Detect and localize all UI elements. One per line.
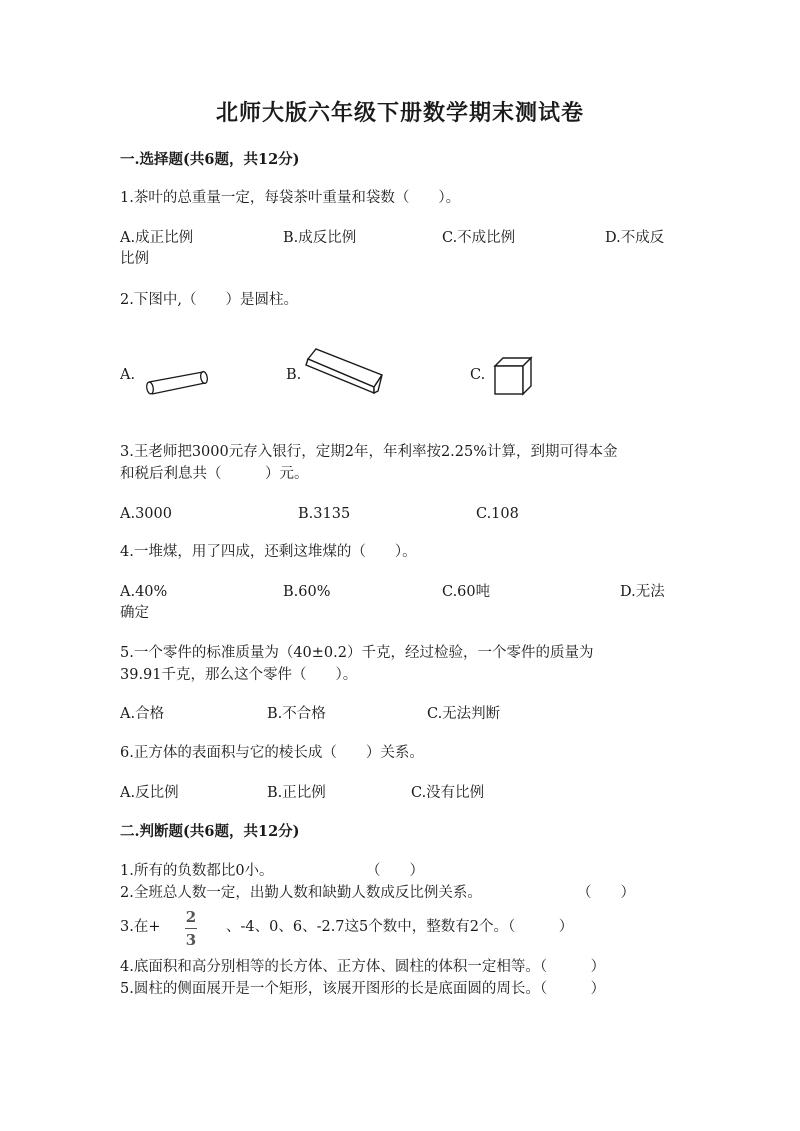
section-heading-judgment: 二.判断题(共6题，共12分)	[120, 823, 300, 840]
question-2-stem-text: 2.下图中,（ ）是圆柱。	[120, 292, 298, 308]
question-6-option-a: A.反比例	[120, 785, 179, 801]
question-4-option-d: D.无法	[620, 584, 665, 600]
question-3-option-a: A.3000	[120, 506, 172, 522]
judgment-5-text: 5.圆柱的侧面展开是一个矩形，该展开图形的长是底面圆的周长。（ ）	[120, 981, 606, 997]
question-1-stem: 1.茶叶的总重量一定，每袋茶叶重量和袋数（ ）。	[120, 190, 461, 206]
question-1-option-d-wrap: 比例	[120, 251, 149, 267]
question-3-stem-line2: 和税后利息共（ ）元。	[120, 466, 309, 482]
judgment-4-text: 4.底面积和高分别相等的长方体、正方体、圆柱的体积一定相等。（ ）	[120, 959, 606, 975]
question-6-option-c: C.没有比例	[411, 785, 485, 801]
question-5-option-b: B.不合格	[267, 706, 326, 722]
cube-icon	[493, 356, 533, 396]
judgment-1-blank: （ ）	[366, 863, 424, 879]
question-5-stem-line1: 5.一个零件的标准质量为（40±0.2）千克，经过检验，一个零件的质量为	[120, 645, 594, 661]
question-3-option-c: C.108	[476, 506, 519, 522]
question-3-option-b: B.3135	[298, 506, 351, 522]
cylinder-rod-icon	[143, 370, 209, 398]
question-6-option-b: B.正比例	[267, 785, 326, 801]
question-1-option-c: C.不成比例	[442, 230, 516, 246]
question-1-option-a: A.成正比例	[120, 230, 194, 246]
fraction-bar	[185, 928, 197, 929]
question-4-option-a: A.40%	[120, 584, 168, 600]
question-1-option-b: B.成反比例	[283, 230, 357, 246]
question-4-option-c: C.60吨	[442, 584, 491, 600]
question-6-stem: 6.正方体的表面积与它的棱长成（ ）关系。	[120, 745, 424, 761]
judgment-2-text: 2.全班总人数一定，出勤人数和缺勤人数成反比例关系。	[120, 885, 482, 901]
triangular-prism-icon	[304, 347, 384, 395]
question-5-stem-line2: 39.91千克，那么这个零件（ ）。	[120, 667, 358, 683]
judgment-3-prefix: 3.在+	[120, 919, 161, 935]
fraction-denominator: 3	[185, 931, 197, 949]
question-5-option-c: C.无法判断	[427, 706, 501, 722]
question-5-option-a: A.合格	[120, 706, 165, 722]
page-title: 北师大版六年级下册数学期末测试卷	[215, 100, 584, 126]
section-heading-choice: 一.选择题(共6题，共12分)	[120, 151, 300, 168]
fraction-numerator: 2	[185, 908, 197, 926]
question-4-option-b: B.60%	[283, 584, 331, 600]
question-2-option-c: C.	[470, 367, 486, 383]
question-4-option-d-wrap: 确定	[120, 605, 149, 621]
question-2-option-b: B.	[286, 367, 302, 383]
question-3-stem-line1: 3.王老师把3000元存入银行，定期2年，年利率按2.25%计算，到期可得本金	[120, 444, 618, 460]
judgment-1-text: 1.所有的负数都比0小。	[120, 863, 274, 879]
judgment-3-suffix: 、-4、0、6、-2.7这5个数中，整数有2个。（ ）	[226, 919, 574, 935]
question-2-option-a: A.	[120, 367, 136, 383]
judgment-2-blank: （ ）	[577, 885, 635, 901]
fraction-two-thirds	[181, 908, 201, 949]
question-1-option-d: D.不成反	[605, 230, 665, 246]
question-4-stem: 4.一堆煤，用了四成，还剩这堆煤的（ ）。	[120, 544, 417, 560]
